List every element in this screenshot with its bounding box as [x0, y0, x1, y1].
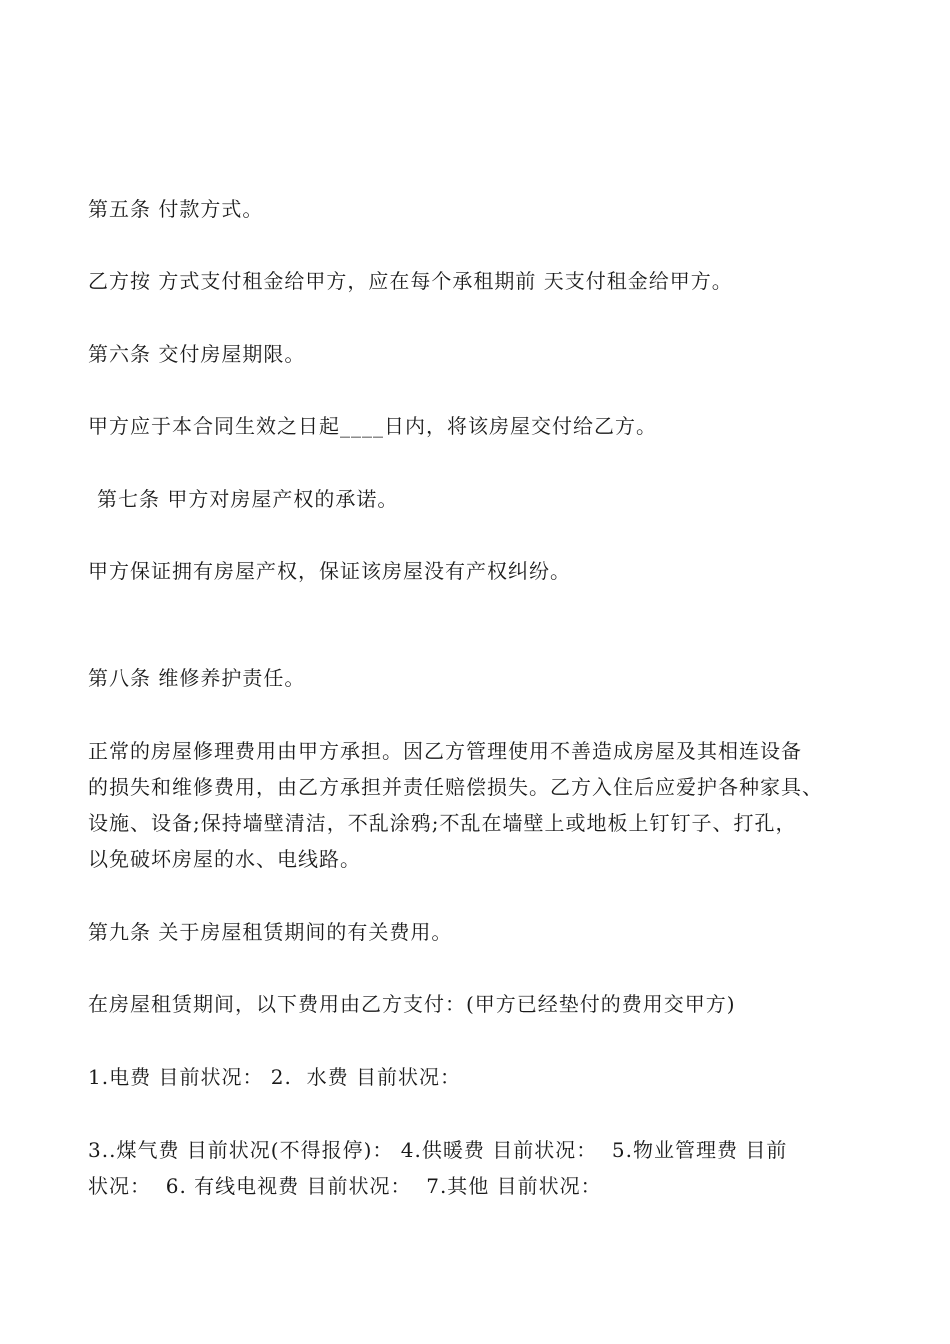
article-5-body: 乙方按 方式支付租金给甲方，应在每个承租期前 天支付租金给甲方。: [88, 269, 733, 293]
article-6-heading: 第六条 交付房屋期限。: [88, 342, 306, 366]
article-7-heading: 第七条 甲方对房屋产权的承诺。: [97, 487, 399, 511]
article-8-body-line: 的损失和维修费用，由乙方承担并责任赔偿损失。乙方入住后应爱护各种家具、: [88, 775, 823, 799]
article-8-body-line: 设施、设备;保持墙壁清洁，不乱涂鸦;不乱在墙壁上或地板上钉钉子、打孔，: [88, 811, 797, 835]
article-9-items-line: 1.电费 目前状况： 2. 水费 目前状况：: [88, 1065, 461, 1089]
article-9-intro: 在房屋租赁期间，以下费用由乙方支付：(甲方已经垫付的费用交甲方): [88, 992, 736, 1016]
article-9-items-line: 状况： 6. 有线电视费 目前状况： 7.其他 目前状况：: [88, 1174, 602, 1198]
article-8-body-line: 正常的房屋修理费用由甲方承担。因乙方管理使用不善造成房屋及其相连设备: [88, 739, 802, 763]
article-8-body-line: 以免破坏房屋的水、电线路。: [88, 847, 361, 871]
article-9-items-line: 3..煤气费 目前状况(不得报停)： 4.供暖费 目前状况： 5.物业管理费 目前: [88, 1138, 788, 1162]
article-7-body: 甲方保证拥有房屋产权，保证该房屋没有产权纠纷。: [88, 559, 571, 583]
article-5-heading: 第五条 付款方式。: [88, 197, 264, 221]
article-9-heading: 第九条 关于房屋租赁期间的有关费用。: [88, 920, 453, 944]
article-6-body: 甲方应于本合同生效之日起____日内，将该房屋交付给乙方。: [88, 414, 657, 438]
article-8-heading: 第八条 维修养护责任。: [88, 666, 306, 690]
